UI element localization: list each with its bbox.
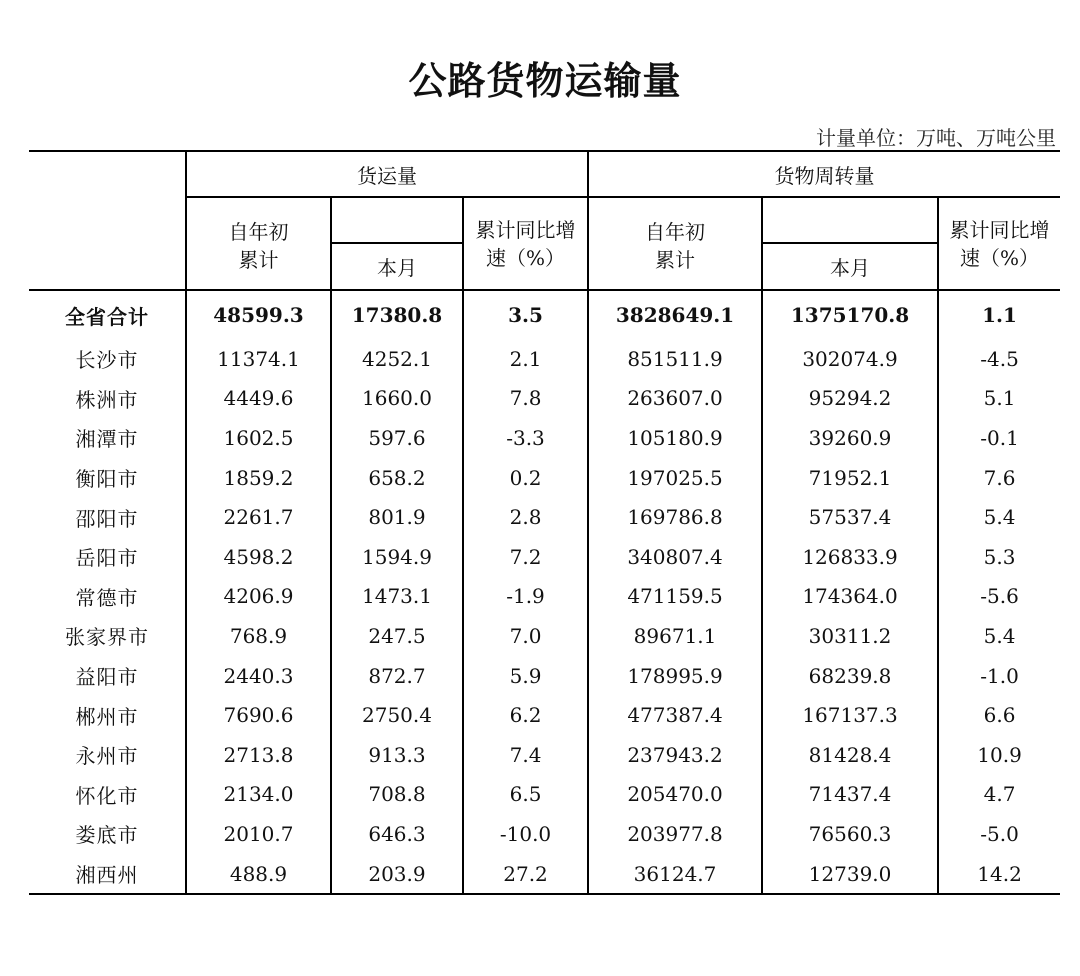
volume-growth: 6.5 xyxy=(463,775,588,815)
header-growth-line2: 速（%） xyxy=(486,246,566,270)
volume-month: 203.9 xyxy=(331,854,463,895)
header-growth-line1: 累计同比增 xyxy=(475,218,576,242)
volume-month: 913.3 xyxy=(331,735,463,775)
table-row xyxy=(29,695,1060,735)
volume-month: 4252.1 xyxy=(331,339,463,379)
header-growth-line1: 累计同比增 xyxy=(949,218,1050,242)
turnover-growth: 5.4 xyxy=(983,505,1016,530)
turnover-growth: -4.5 xyxy=(980,346,1019,371)
header-ytd-line2: 累计 xyxy=(238,248,279,272)
region-name: 株洲市 xyxy=(29,379,186,419)
volume-month: 597.6 xyxy=(331,418,463,458)
turnover-month: 68239.8 xyxy=(762,656,938,696)
region-name: 长沙市 xyxy=(29,339,186,379)
volume-month: 708.8 xyxy=(331,775,463,815)
volume-month: 1660.0 xyxy=(331,379,463,419)
turnover-month: 71952.1 xyxy=(762,458,938,498)
turnover-month: 71437.4 xyxy=(762,775,938,815)
turnover-growth: -0.1 xyxy=(980,425,1019,450)
table-row xyxy=(29,537,1060,577)
turnover-ytd: 203977.8 xyxy=(588,814,762,854)
volume-growth: -10.0 xyxy=(463,814,588,854)
header-volume-month: 本月 xyxy=(331,243,463,290)
header-volume-ytd xyxy=(186,197,331,290)
turnover-growth: 5.3 xyxy=(983,544,1016,569)
turnover-growth: 1.1 xyxy=(938,290,1060,339)
header-turnover-month-spacer xyxy=(762,197,938,243)
region-name: 湘西州 xyxy=(29,854,186,895)
turnover-growth: 5.1 xyxy=(983,386,1016,411)
table-row xyxy=(29,497,1060,537)
turnover-month: 95294.2 xyxy=(762,379,938,419)
volume-ytd: 488.9 xyxy=(186,854,331,895)
region-name: 常德市 xyxy=(29,577,186,617)
turnover-ytd: 178995.9 xyxy=(588,656,762,696)
turnover-month: 76560.3 xyxy=(762,814,938,854)
volume-growth: 0.2 xyxy=(463,458,588,498)
volume-growth: 7.0 xyxy=(463,616,588,656)
turnover-ytd: 205470.0 xyxy=(588,775,762,815)
header-turnover-growth xyxy=(938,197,1060,290)
volume-growth: 27.2 xyxy=(463,854,588,895)
volume-ytd: 4598.2 xyxy=(186,537,331,577)
turnover-month: 39260.9 xyxy=(762,418,938,458)
volume-growth: -3.3 xyxy=(463,418,588,458)
header-volume-growth xyxy=(463,197,588,290)
volume-ytd: 768.9 xyxy=(186,616,331,656)
volume-month: 646.3 xyxy=(331,814,463,854)
table-row xyxy=(29,418,1060,458)
turnover-ytd: 3828649.1 xyxy=(588,290,762,339)
turnover-ytd: 471159.5 xyxy=(588,577,762,617)
turnover-ytd: 340807.4 xyxy=(588,537,762,577)
region-name: 娄底市 xyxy=(29,814,186,854)
volume-growth: 3.5 xyxy=(463,290,588,339)
volume-month: 17380.8 xyxy=(331,290,463,339)
page-title: 公路货物运输量 xyxy=(408,59,682,103)
turnover-growth: -5.6 xyxy=(980,584,1019,609)
region-name: 岳阳市 xyxy=(29,537,186,577)
turnover-month: 1375170.8 xyxy=(762,290,938,339)
volume-ytd: 11374.1 xyxy=(186,339,331,379)
turnover-growth: -5.0 xyxy=(980,821,1019,846)
volume-growth: 7.8 xyxy=(463,379,588,419)
region-name: 全省合计 xyxy=(29,290,186,339)
header-turnover: 货物周转量 xyxy=(588,151,1060,197)
header-ytd-line1: 自年初 xyxy=(645,220,706,244)
volume-ytd: 7690.6 xyxy=(186,695,331,735)
volume-ytd: 2261.7 xyxy=(186,497,331,537)
volume-ytd: 4206.9 xyxy=(186,577,331,617)
header-freight-volume: 货运量 xyxy=(186,151,588,197)
volume-month: 872.7 xyxy=(331,656,463,696)
turnover-ytd: 263607.0 xyxy=(588,379,762,419)
table-row-total xyxy=(29,290,1060,339)
volume-month: 1594.9 xyxy=(331,537,463,577)
table-row xyxy=(29,854,1060,895)
volume-growth: 2.1 xyxy=(463,339,588,379)
volume-ytd: 48599.3 xyxy=(186,290,331,339)
turnover-growth: 6.6 xyxy=(983,703,1016,728)
volume-growth: 7.4 xyxy=(463,735,588,775)
region-name: 衡阳市 xyxy=(29,458,186,498)
volume-month: 658.2 xyxy=(331,458,463,498)
region-name: 邵阳市 xyxy=(29,497,186,537)
volume-ytd: 4449.6 xyxy=(186,379,331,419)
volume-ytd: 1602.5 xyxy=(186,418,331,458)
turnover-month: 12739.0 xyxy=(762,854,938,895)
region-name: 张家界市 xyxy=(29,616,186,656)
header-region-cell xyxy=(29,151,186,290)
volume-month: 801.9 xyxy=(331,497,463,537)
volume-ytd: 2713.8 xyxy=(186,735,331,775)
turnover-growth: -1.0 xyxy=(980,663,1019,688)
turnover-growth: 7.6 xyxy=(983,465,1016,490)
unit-note: 计量单位：万吨、万吨公里 xyxy=(816,126,1056,150)
table-row xyxy=(29,735,1060,775)
header-turnover-month: 本月 xyxy=(762,243,938,290)
volume-month: 247.5 xyxy=(331,616,463,656)
region-name: 益阳市 xyxy=(29,656,186,696)
header-growth-line2: 速（%） xyxy=(960,246,1040,270)
volume-growth: 2.8 xyxy=(463,497,588,537)
table-row xyxy=(29,814,1060,854)
turnover-growth: 14.2 xyxy=(938,854,1060,895)
table-row xyxy=(29,458,1060,498)
table-row xyxy=(29,339,1060,379)
turnover-growth: 10.9 xyxy=(977,742,1022,767)
region-name: 永州市 xyxy=(29,735,186,775)
volume-month: 2750.4 xyxy=(331,695,463,735)
turnover-ytd: 851511.9 xyxy=(588,339,762,379)
turnover-ytd: 36124.7 xyxy=(588,854,762,895)
turnover-month: 167137.3 xyxy=(762,695,938,735)
freight-table xyxy=(29,150,1060,895)
region-name: 郴州市 xyxy=(29,695,186,735)
header-volume-month-spacer xyxy=(331,197,463,243)
region-name: 湘潭市 xyxy=(29,418,186,458)
header-ytd-line1: 自年初 xyxy=(228,220,289,244)
turnover-month: 81428.4 xyxy=(762,735,938,775)
turnover-ytd: 105180.9 xyxy=(588,418,762,458)
turnover-ytd: 237943.2 xyxy=(588,735,762,775)
turnover-month: 302074.9 xyxy=(762,339,938,379)
turnover-growth: 5.4 xyxy=(983,623,1016,648)
turnover-ytd: 89671.1 xyxy=(588,616,762,656)
table-row xyxy=(29,577,1060,617)
turnover-ytd: 169786.8 xyxy=(588,497,762,537)
turnover-month: 57537.4 xyxy=(762,497,938,537)
table-row xyxy=(29,379,1060,419)
turnover-growth: 4.7 xyxy=(983,782,1016,807)
table-row xyxy=(29,656,1060,696)
volume-growth: -1.9 xyxy=(463,577,588,617)
turnover-ytd: 477387.4 xyxy=(588,695,762,735)
volume-ytd: 2010.7 xyxy=(186,814,331,854)
volume-growth: 6.2 xyxy=(463,695,588,735)
volume-growth: 7.2 xyxy=(463,537,588,577)
turnover-month: 126833.9 xyxy=(762,537,938,577)
volume-growth: 5.9 xyxy=(463,656,588,696)
volume-month: 1473.1 xyxy=(331,577,463,617)
turnover-month: 174364.0 xyxy=(762,577,938,617)
header-turnover-ytd xyxy=(588,197,762,290)
header-ytd-line2: 累计 xyxy=(655,248,696,272)
turnover-month: 30311.2 xyxy=(762,616,938,656)
volume-ytd: 1859.2 xyxy=(186,458,331,498)
volume-ytd: 2440.3 xyxy=(186,656,331,696)
region-name: 怀化市 xyxy=(29,775,186,815)
volume-ytd: 2134.0 xyxy=(186,775,331,815)
table-row xyxy=(29,775,1060,815)
table-row xyxy=(29,616,1060,656)
turnover-ytd: 197025.5 xyxy=(588,458,762,498)
